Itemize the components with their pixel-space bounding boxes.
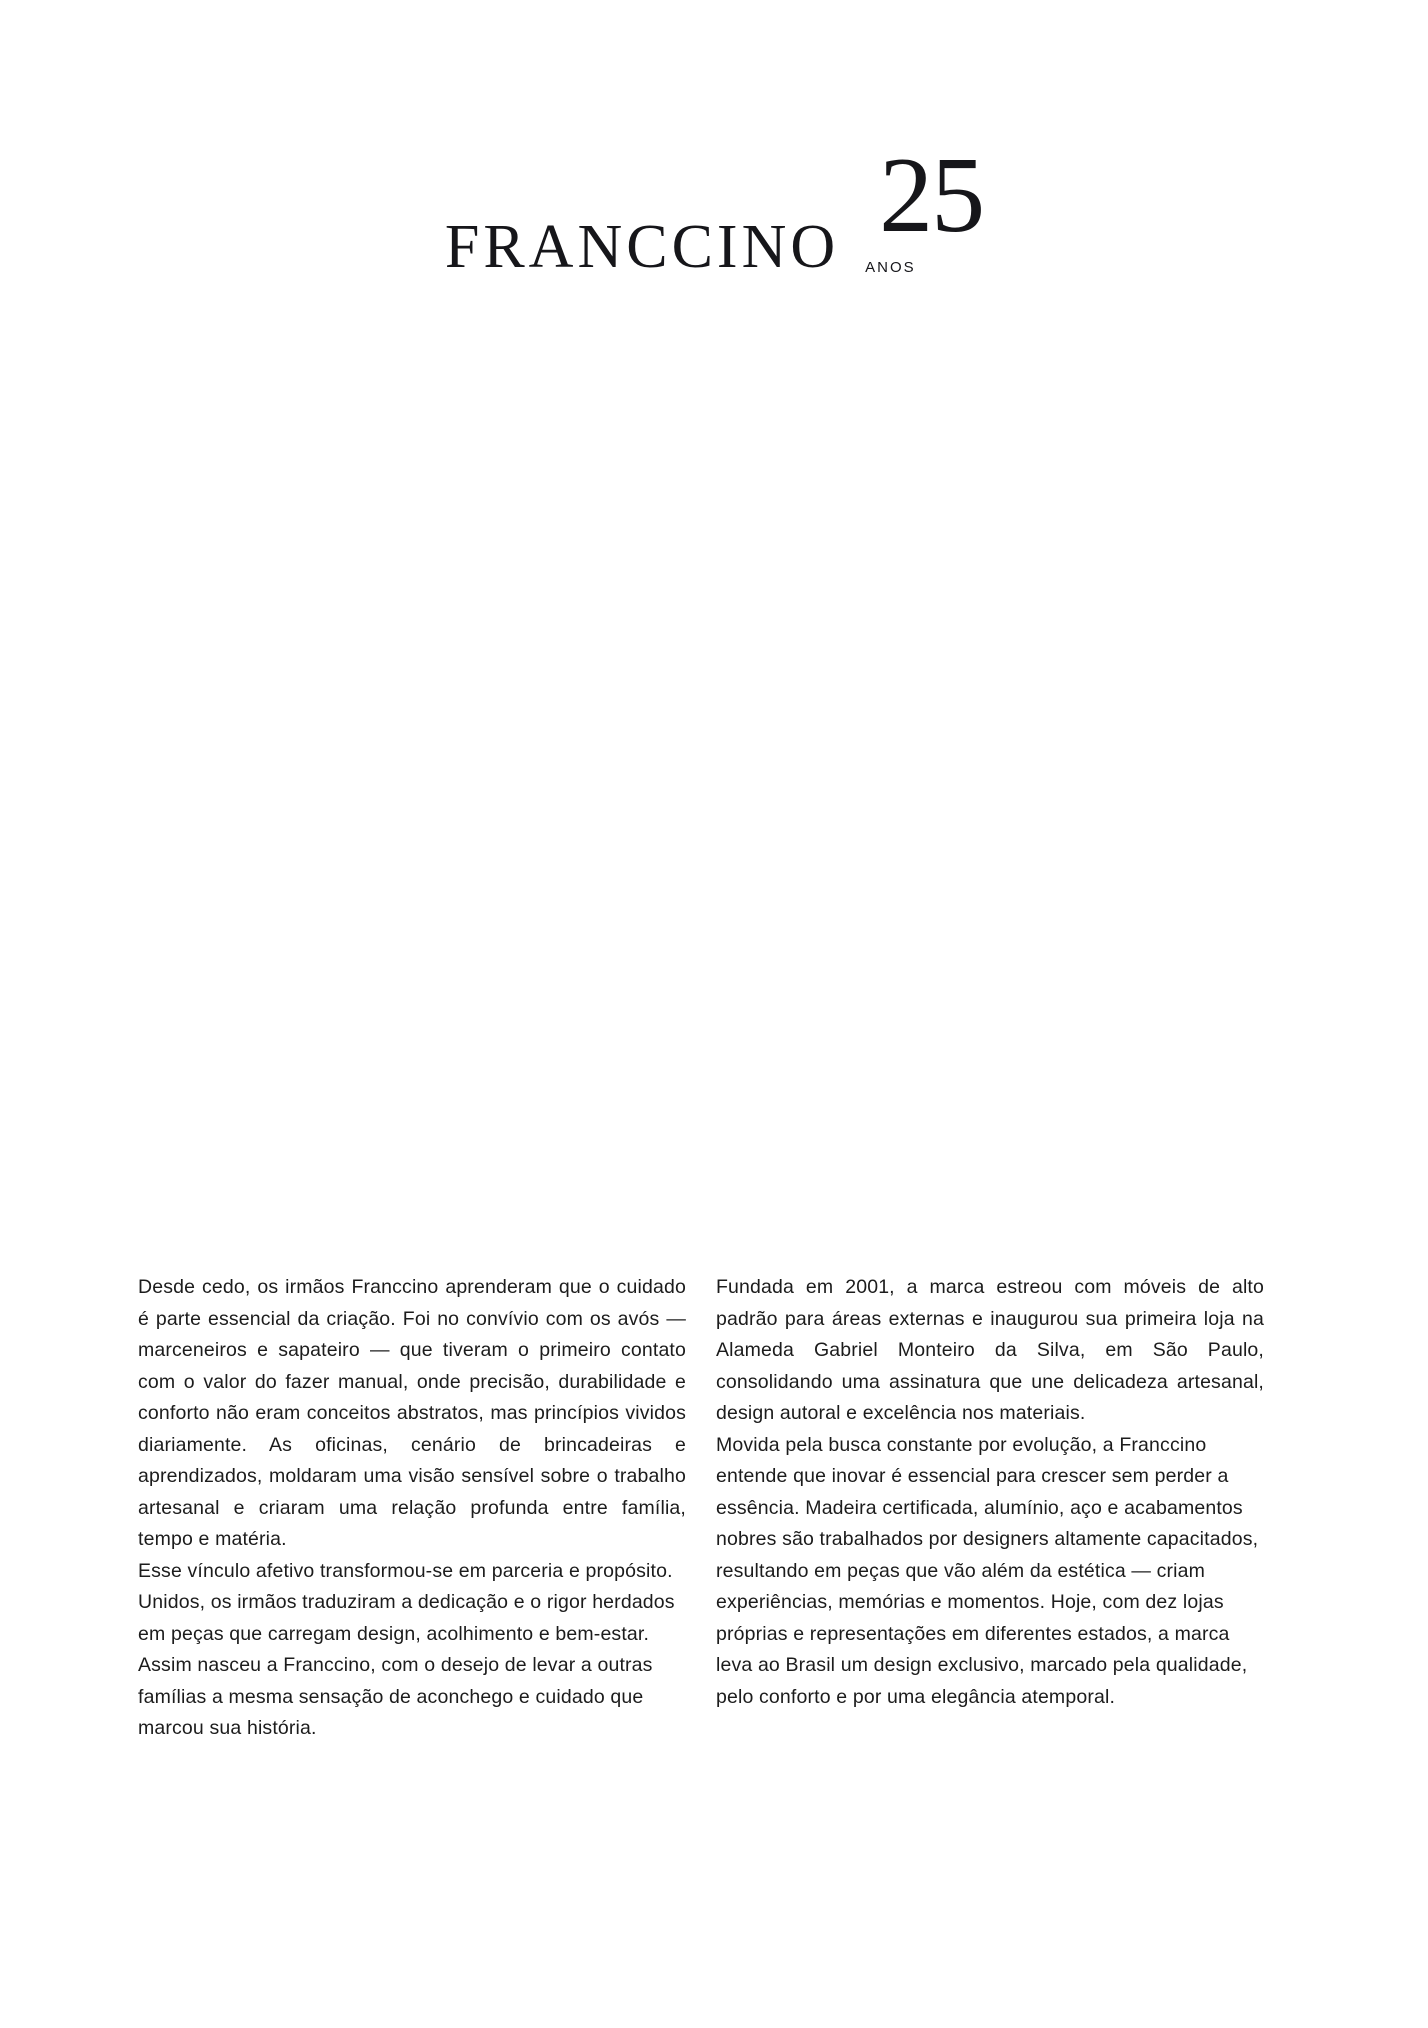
body-columns <box>138 1272 1290 1745</box>
left-column <box>138 1272 686 1745</box>
anniversary-number: 25 <box>879 136 984 255</box>
paragraph: Esse vínculo afetivo transformou-se em parceria e propósito. Unidos, os irmãos traduziram a dedicação e o rigor herdados em peças que carregam design, acolhimento e bem-estar. Assim nasceu a Franccino, com o desejo de levar a outras famílias a mesma sensação de aconchego e cuidado que marcou sua história. <box>138 1559 675 1739</box>
anniversary-label: ANOS <box>865 259 916 276</box>
anniversary-mark <box>865 136 984 278</box>
paragraph: Movida pela busca constante por evolução, a Franccino entende que inovar é essencial para crescer sem perder a essência. Madeira certificada, alumínio, aço e acabamentos nobres são trabalhados por designers altamente capacitados, resultando em peças que vão além da estética — criam experiências, memórias e momentos. Hoje, com dez lojas próprias e representações em diferentes estados, a marca leva ao Brasil um design exclusivo, marcado pela qualidade, pelo conforto e por uma elegância atemporal. <box>716 1433 1259 1708</box>
paragraph: Fundada em 2001, a marca estreou com móveis de alto padrão para áreas externas e inaugurou sua primeira loja na Alameda Gabriel Monteiro da Silva, em São Paulo, consolidando uma assinatura que une delicadeza artesanal, design autoral e excelência nos materiais. <box>716 1276 1264 1424</box>
brand-wordmark: FRANCCINO <box>444 213 840 281</box>
brand-logo <box>0 136 1428 281</box>
paragraph: Desde cedo, os irmãos Franccino aprenderam que o cuidado é parte essencial da criação. Foi no convívio com os avós — marceneiros e sapateiro — que tiveram o primeiro contato com o valor do fazer manual, onde precisão, durabilidade e conforto não eram conceitos abstratos, mas princípios vividos diariamente. As oficinas, cenário de brincadeiras e aprendizados, moldaram uma visão sensível sobre o trabalho artesanal e criaram uma relação profunda entre família, tempo e matéria. <box>138 1276 686 1550</box>
right-column <box>716 1272 1264 1745</box>
